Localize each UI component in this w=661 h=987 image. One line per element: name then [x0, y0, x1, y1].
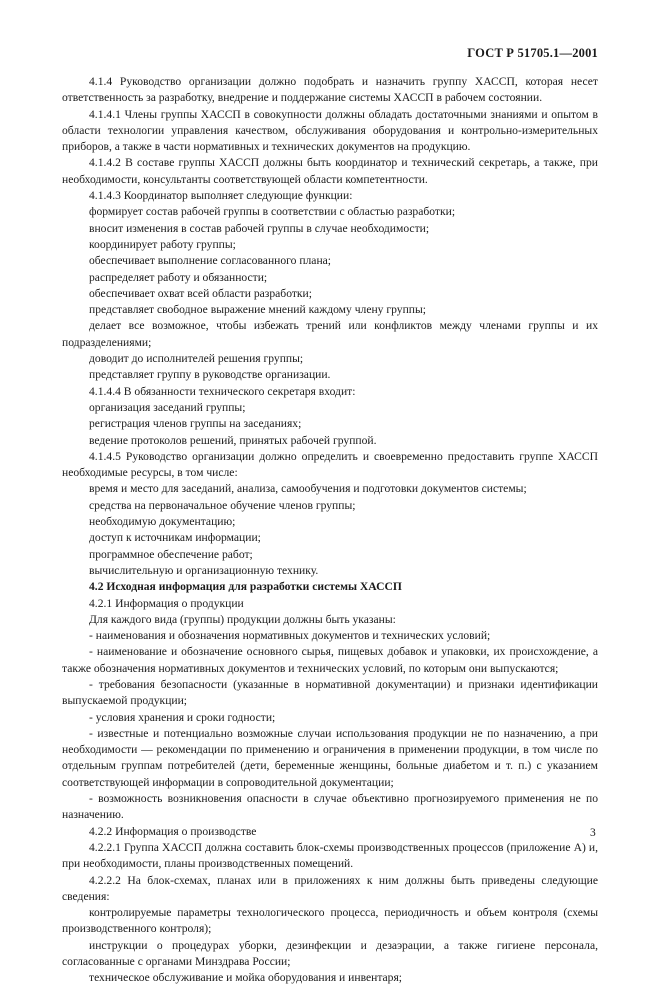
list-item: необходимую документацию; — [89, 515, 236, 529]
list-item: инструкции о процедурах уборки, дезинфекции и дезаэрации, а также гигиене персонала, согласованные с органами Минздрава России; — [62, 938, 598, 969]
subsection-heading: 4.2.1 Информация о продукции — [89, 596, 244, 610]
subsection-heading: 4.2.2 Информация о производстве — [89, 824, 257, 838]
list-item: регистрация членов группы на заседаниях; — [89, 417, 302, 431]
list-item: программное обеспечение работ; — [89, 547, 253, 561]
standard-id-header: ГОСТ Р 51705.1—2001 — [467, 46, 598, 60]
paragraph: 4.1.4.3 Координатор выполняет следующие функции: — [89, 189, 353, 203]
list-item: средства на первоначальное обучение членов группы; — [89, 498, 356, 512]
list-item: доступ к источникам информации; — [89, 531, 261, 545]
list-item: обеспечивает охват всей области разработки; — [89, 286, 312, 300]
list-item: координирует работу группы; — [89, 237, 236, 251]
body-text — [62, 74, 598, 987]
list-item: представляет группу в руководстве организации. — [89, 368, 331, 382]
paragraph: 4.1.4.5 Руководство организации должно определить и своевременно предоставить группе ХАССП необходимые ресурсы, в том числе: — [62, 449, 598, 480]
list-item: делает все возможное, чтобы избежать трений или конфликтов между членами группы и их подразделениями; — [62, 319, 598, 349]
list-item: - условия хранения и сроки годности; — [89, 710, 276, 724]
list-item: организация заседаний группы; — [89, 400, 246, 414]
list-item: распределяет работу и обязанности; — [89, 270, 268, 284]
list-item: вычислительную и организационную технику. — [89, 563, 319, 577]
list-item: доводит до исполнителей решения группы; — [89, 352, 304, 366]
paragraph: 4.1.4.1 Члены группы ХАССП в совокупности должны обладать достаточными знаниями и опытом в области технологии управления качеством, обслуживания оборудования и контрольно-измерительных приборов, а также в части нормативных и технических документов на продукцию. — [62, 107, 598, 154]
list-item: - требования безопасности (указанные в нормативной документации) и признаки идентификации выпускаемой продукции; — [62, 677, 598, 708]
list-item: - наименования и обозначения нормативных документов и технических условий; — [89, 629, 491, 643]
list-item: контролируемые параметры технологического процесса, периодичность и объем контроля (схемы производственного контроля); — [62, 906, 598, 936]
paragraph: 4.2.2.2 На блок-схемах, планах или в приложениях к ним должны быть приведены следующие сведения: — [62, 873, 598, 903]
list-item: техническое обслуживание и мойка оборудования и инвентаря; — [89, 971, 403, 985]
paragraph: 4.1.4.2 В составе группы ХАССП должны быть координатор и технический секретарь, а также, при необходимости, консультанты соответствующей области компетентности. — [62, 156, 598, 186]
paragraph: 4.1.4.4 В обязанности технического секретаря входит: — [89, 384, 356, 398]
list-item: - возможность возникновения опасности в случае объективно прогнозируемого применения не по назначению. — [62, 792, 598, 822]
list-item: - известные и потенциально возможные случаи использования продукции не по назначению, а при необходимости — рекомендации по применению и ограничения в применении продукции, в том числе по отдельным группам потребителей (дети, беременные женщины, больные диабетом и т. п.) с указанием соответствующей информации в сопроводительной документации; — [62, 726, 598, 789]
paragraph: 4.2.2.1 Группа ХАССП должна составить блок-схемы производственных процессов (приложение А) и, при необходимости, планы производственных помещений. — [62, 840, 598, 871]
list-item: представляет свободное выражение мнений каждому члену группы; — [89, 303, 426, 317]
list-item: время и место для заседаний, анализа, самообучения и подготовки документов системы; — [89, 482, 527, 496]
list-item: формирует состав рабочей группы в соответствии с областью разработки; — [89, 205, 456, 219]
list-item: ведение протоколов решений, принятых рабочей группой. — [89, 433, 377, 447]
paragraph: 4.1.4 Руководство организации должно подобрать и назначить группу ХАССП, которая несет ответственность за разработку, внедрение и поддержание системы ХАССП в рабочем состоянии. — [62, 75, 598, 105]
paragraph: Для каждого вида (группы) продукции должны быть указаны: — [89, 612, 396, 626]
list-item: - наименование и обозначение основного сырья, пищевых добавок и упаковки, их происхождение, а также обозначения нормативных документов и технических условий, по которым они выпускаются; — [62, 645, 598, 675]
list-item: вносит изменения в состав рабочей группы в случае необходимости; — [89, 221, 430, 235]
section-heading: 4.2 Исходная информация для разработки системы ХАССП — [89, 580, 402, 594]
page-number: 3 — [590, 827, 596, 839]
list-item: обеспечивает выполнение согласованного плана; — [89, 254, 332, 268]
